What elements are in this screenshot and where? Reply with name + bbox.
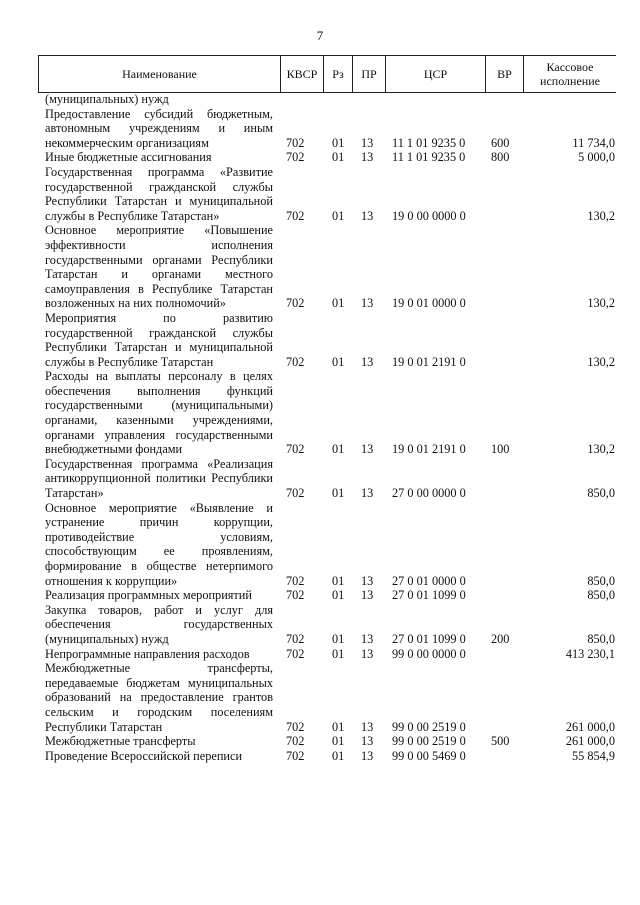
row-pr: 13 xyxy=(361,486,374,501)
table-row xyxy=(45,92,615,107)
row-amount: 850,0 xyxy=(587,588,615,603)
row-rz: 01 xyxy=(332,646,345,661)
header-amount: Кассовое исполнение xyxy=(540,60,600,88)
row-vr: 200 xyxy=(491,631,510,646)
row-csr: 99 0 00 2519 0 xyxy=(392,734,466,749)
row-name: Государственная программа «Реализация антикоррупционной политики Республики Татарстан» xyxy=(45,456,273,501)
header-name: Наименование xyxy=(39,56,281,92)
row-name: Закупка товаров, работ и услуг для обеспечения государственных (муниципальных) нужд xyxy=(45,602,273,646)
row-name: Основное мероприятие «Повышение эффективности исполнения государственными органами Республики Татарстан и органами местного самоуправления в Республике Татарстан возложенных на них полномочий» xyxy=(45,223,273,311)
row-kvsr: 702 xyxy=(286,208,305,223)
row-kvsr: 702 xyxy=(286,354,305,369)
row-rz: 01 xyxy=(332,631,345,646)
row-csr: 19 0 01 2191 0 xyxy=(392,442,466,457)
row-rz: 01 xyxy=(332,719,345,734)
row-pr: 13 xyxy=(361,748,374,763)
row-csr: 27 0 01 1099 0 xyxy=(392,631,466,646)
table-row xyxy=(45,223,615,311)
row-csr: 19 0 00 0000 0 xyxy=(392,208,466,223)
row-amount: 130,2 xyxy=(587,208,615,223)
row-vr: 100 xyxy=(491,442,510,457)
row-rz: 01 xyxy=(332,354,345,369)
row-name: Мероприятия по развитию государственной гражданской службы Республики Татарстан и муниципальной службы в Республике Татарстан xyxy=(45,310,273,369)
table-header xyxy=(38,55,616,93)
row-amount: 55 854,9 xyxy=(571,748,615,763)
row-kvsr: 702 xyxy=(286,486,305,501)
row-csr: 27 0 01 1099 0 xyxy=(392,588,466,603)
row-name: Основное мероприятие «Выявление и устранение причин коррупции, противодействие условиям, способствующим ее проявлениям, формирование в обществе нетерпимого отношения к коррупции» xyxy=(45,500,273,588)
header-vr: ВР xyxy=(486,56,524,92)
row-amount: 11 734,0 xyxy=(572,135,615,150)
row-rz: 01 xyxy=(332,588,345,603)
row-kvsr: 702 xyxy=(286,588,305,603)
row-csr: 19 0 01 0000 0 xyxy=(392,296,466,311)
row-amount: 130,2 xyxy=(587,354,615,369)
table-row xyxy=(45,501,615,589)
row-amount: 850,0 xyxy=(587,631,615,646)
row-kvsr: 702 xyxy=(286,734,305,749)
row-amount: 130,2 xyxy=(587,442,615,457)
table-body xyxy=(45,92,615,763)
row-name: Межбюджетные трансферты, передаваемые бюджетам муниципальных образований на предоставление грантов сельским и городским поселениям Республики Татарстан xyxy=(45,661,273,734)
row-pr: 13 xyxy=(361,631,374,646)
row-amount: 413 230,1 xyxy=(565,646,615,661)
row-rz: 01 xyxy=(332,442,345,457)
row-name: Предоставление субсидий бюджетным, автономным учреждениям и иным некоммерческим организациям xyxy=(45,106,273,150)
header-kvsr: КВСР xyxy=(281,56,324,92)
page-number: 7 xyxy=(316,28,324,43)
table-row xyxy=(45,150,615,165)
table-row xyxy=(45,107,615,151)
row-csr: 99 0 00 5469 0 xyxy=(392,748,466,763)
row-kvsr: 702 xyxy=(286,748,305,763)
row-amount: 261 000,0 xyxy=(565,719,615,734)
table-row xyxy=(45,588,615,603)
row-csr: 19 0 01 2191 0 xyxy=(392,354,466,369)
table-row xyxy=(45,457,615,501)
row-kvsr: 702 xyxy=(286,296,305,311)
row-name: Иные бюджетные ассигнования xyxy=(45,150,212,165)
row-name: (муниципальных) нужд xyxy=(45,92,169,106)
row-kvsr: 702 xyxy=(286,150,305,165)
row-csr: 99 0 00 2519 0 xyxy=(392,719,466,734)
row-rz: 01 xyxy=(332,150,345,165)
row-name: Непрограммные направления расходов xyxy=(45,646,250,661)
row-csr: 27 0 01 0000 0 xyxy=(392,573,466,588)
row-kvsr: 702 xyxy=(286,646,305,661)
table-row xyxy=(45,661,615,734)
row-pr: 13 xyxy=(361,354,374,369)
table-row xyxy=(45,369,615,457)
row-kvsr: 702 xyxy=(286,631,305,646)
row-amount: 850,0 xyxy=(587,486,615,501)
row-rz: 01 xyxy=(332,748,345,763)
row-pr: 13 xyxy=(361,135,374,150)
row-csr: 11 1 01 9235 0 xyxy=(392,135,466,150)
table-row xyxy=(45,311,615,369)
row-name: Межбюджетные трансферты xyxy=(45,734,196,749)
row-rz: 01 xyxy=(332,208,345,223)
row-pr: 13 xyxy=(361,150,374,165)
row-kvsr: 702 xyxy=(286,442,305,457)
table-row xyxy=(45,165,615,223)
row-csr: 99 0 00 0000 0 xyxy=(392,646,466,661)
row-name: Проведение Всероссийской переписи xyxy=(45,748,243,763)
row-name: Реализация программных мероприятий xyxy=(45,588,252,603)
row-rz: 01 xyxy=(332,734,345,749)
row-rz: 01 xyxy=(332,135,345,150)
row-vr: 800 xyxy=(491,150,510,165)
table-row xyxy=(45,749,615,764)
row-pr: 13 xyxy=(361,208,374,223)
row-csr: 11 1 01 9235 0 xyxy=(392,150,466,165)
row-pr: 13 xyxy=(361,734,374,749)
row-csr: 27 0 00 0000 0 xyxy=(392,486,466,501)
row-name: Расходы на выплаты персоналу в целях обеспечения выполнения функций государственными (муниципальными) органами, казенными учреждениями, органами управления государственными внебюджетными фондами xyxy=(45,369,273,457)
row-pr: 13 xyxy=(361,719,374,734)
table-row xyxy=(45,734,615,749)
row-pr: 13 xyxy=(361,646,374,661)
row-amount: 261 000,0 xyxy=(565,734,615,749)
header-pr: ПР xyxy=(353,56,386,92)
header-rz: Рз xyxy=(324,56,353,92)
row-pr: 13 xyxy=(361,573,374,588)
row-name: Государственная программа «Развитие государственной гражданской службы Республики Татарстан и муниципальной службы в Республике Татарстан» xyxy=(45,164,273,223)
row-rz: 01 xyxy=(332,296,345,311)
row-rz: 01 xyxy=(332,573,345,588)
row-vr: 500 xyxy=(491,734,510,749)
row-vr: 600 xyxy=(491,135,510,150)
row-amount: 130,2 xyxy=(587,296,615,311)
row-kvsr: 702 xyxy=(286,135,305,150)
header-csr: ЦСР xyxy=(386,56,486,92)
row-pr: 13 xyxy=(361,442,374,457)
table-row xyxy=(45,647,615,662)
row-amount: 5 000,0 xyxy=(578,150,615,165)
row-pr: 13 xyxy=(361,588,374,603)
row-pr: 13 xyxy=(361,296,374,311)
row-amount: 850,0 xyxy=(587,573,615,588)
row-kvsr: 702 xyxy=(286,719,305,734)
row-kvsr: 702 xyxy=(286,573,305,588)
row-rz: 01 xyxy=(332,486,345,501)
table-row xyxy=(45,603,615,647)
